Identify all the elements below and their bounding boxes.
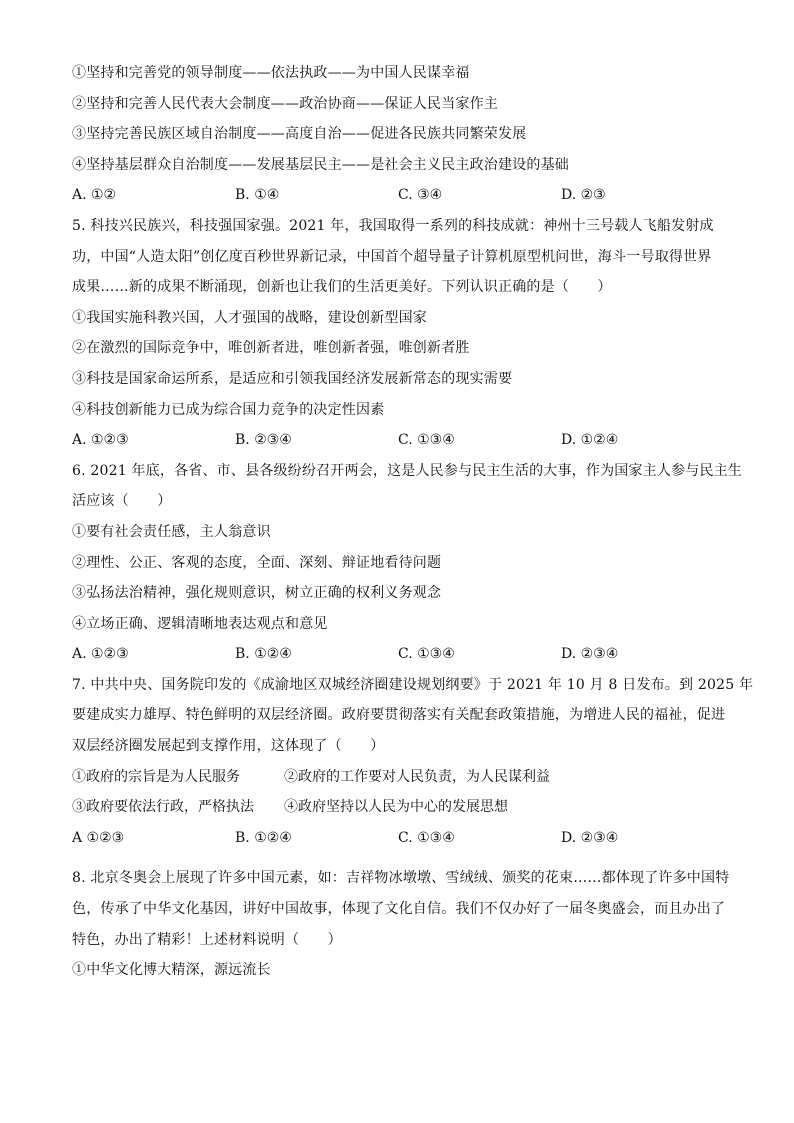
option-a: A. ①②③ [72, 432, 129, 449]
option-c: C. ①③④ [398, 646, 455, 663]
statement-1: ①政府的宗旨是为人民服务 [72, 768, 240, 785]
exam-page [72, 58, 754, 986]
question-stem: 色，传承了中华文化基因，讲好中国故事，体现了文化自信。我们不仅办好了一届冬奥盛会，而且办出了 [72, 901, 726, 918]
answer-options [72, 425, 724, 456]
question-stem: 7. 中共中央、国务院印发的《成渝地区双城经济圈建设规划纲要》于 2021 年 10 月 8 日发布。到 2025 年 [72, 676, 754, 693]
question-stem: 活应该（ ） [72, 493, 172, 510]
option-b: B. ①④ [235, 187, 280, 204]
statement-2: ②政府的工作要对人民负责，为人民谋利益 [284, 768, 550, 785]
question-stem: 8. 北京冬奥会上展现了许多中国元素，如：吉祥物冰墩墩、雪绒绒、颁奖的花束……都体现了许多中国特 [72, 870, 730, 887]
option-a: A. ①② [72, 187, 117, 204]
question-stem: 双层经济圈发展起到支撑作用，这体现了（ ） [72, 738, 385, 755]
statement-3: ③科技是国家命运所系，是适应和引领我国经济发展新常态的现实需要 [72, 370, 513, 387]
statement-4: ④科技创新能力已成为综合国力竞争的决定性因素 [72, 401, 385, 418]
statement-1: ①坚持和完善党的领导制度——依法执政——为中国人民谋幸福 [72, 65, 470, 81]
option-b: B. ①②④ [235, 646, 292, 663]
question-stem: 成果……新的成果不断涌现，创新也让我们的生活更美好。下列认识正确的是（ ） [72, 279, 612, 296]
answer-options [72, 823, 724, 854]
option-a: A. ①②③ [72, 646, 129, 663]
statement-2: ②在激烈的国际竞争中，唯创新者进，唯创新者强，唯创新者胜 [72, 340, 470, 357]
statement-4: ④立场正确、逻辑清晰地表达观点和意见 [72, 615, 328, 632]
statement-2: ②理性、公正、客观的态度，全面、深刻、辩证地看待问题 [72, 554, 442, 571]
option-a: A ①②③ [72, 829, 125, 846]
option-c: C. ①③④ [398, 432, 455, 449]
question-stem: 要建成实力雄厚、特色鲜明的双层经济圈。政府要贯彻落实有关配套政策措施，为增进人民的福祉，促进 [72, 707, 726, 724]
statement-3: ③弘扬法治精神，强化规则意识，树立正确的权利义务观念 [72, 585, 442, 602]
question-7 [72, 670, 754, 854]
statement-2: ②坚持和完善人民代表大会制度——政治协商——保证人民当家作主 [72, 95, 498, 112]
question-8 [72, 863, 730, 985]
option-b: B. ②③④ [235, 432, 292, 449]
question-stem: 6. 2021 年底，各省、市、县各级纷纷召开两会，这是人民参与民主生活的大事，作为国家主人参与民主生 [72, 462, 743, 479]
statement-4: ④政府坚持以人民为中心的发展思想 [284, 799, 508, 816]
statement-pair [72, 792, 724, 823]
statement-1: ①我国实施科教兴国，人才强国的战略，建设创新型国家 [72, 309, 427, 326]
statement-1: ①要有社会责任感，主人翁意识 [72, 523, 271, 540]
question-4 [72, 58, 724, 211]
statement-3: ③坚持完善民族区域自治制度——高度自治——促进各民族共同繁荣发展 [72, 126, 527, 143]
statement-3: ③政府要依法行政，严格执法 [72, 799, 254, 816]
option-c: C. ③④ [398, 187, 443, 204]
option-b: B. ①②④ [235, 829, 292, 846]
question-stem: 功，中国“人造太阳”创亿度百秒世界新记录，中国首个超导量子计算机原型机问世，海斗一号取得世界 [72, 248, 712, 265]
option-d: D. ②③④ [561, 646, 619, 663]
statement-pair [72, 762, 724, 793]
statement-4: ④坚持基层群众自治制度——发展基层民主——是社会主义民主政治建设的基础 [72, 156, 569, 173]
option-d: D. ②③④ [561, 829, 619, 846]
question-stem: 特色，办出了精彩！上述材料说明（ ） [72, 931, 342, 948]
question-stem: 5. 科技兴民族兴，科技强国家强。2021 年，我国取得一系列的科技成就：神州十三号载人飞船发射成 [72, 217, 714, 234]
question-5 [72, 211, 724, 456]
question-6 [72, 456, 743, 670]
option-c: C. ①③④ [398, 829, 455, 846]
option-d: D. ①②④ [561, 432, 619, 449]
option-d: D. ②③ [561, 187, 606, 204]
answer-options [72, 180, 724, 211]
answer-options [72, 639, 724, 670]
statement-1: ①中华文化博大精深，源远流长 [72, 962, 271, 979]
